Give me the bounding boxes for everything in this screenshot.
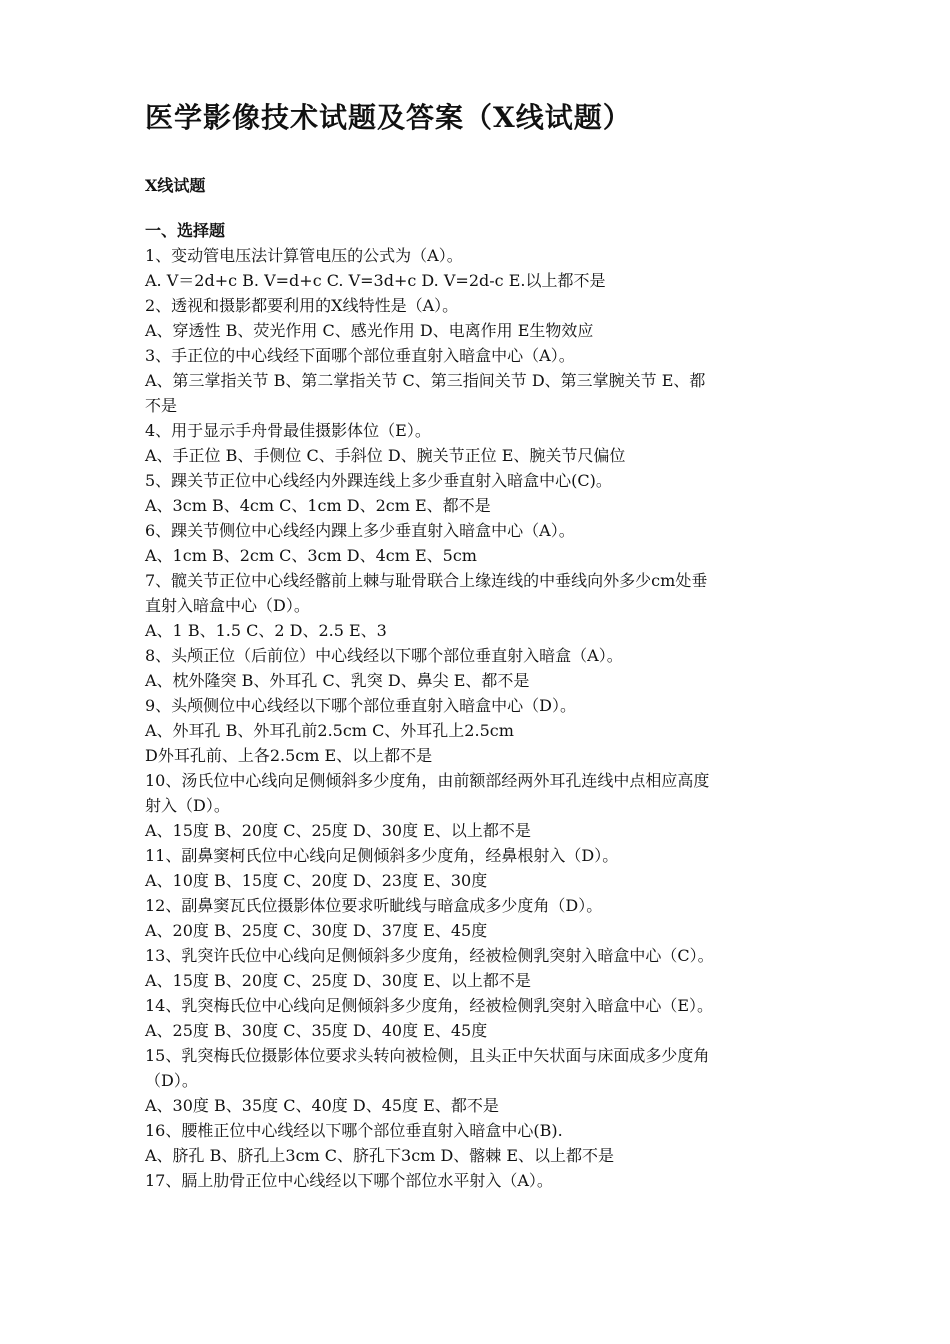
text-line: A、3cm B、4cm C、1cm D、2cm E、都不是 xyxy=(145,496,491,515)
text-line: 17、膈上肋骨正位中心线经以下哪个部位水平射入（A）。 xyxy=(145,1171,553,1190)
document-title: 医学影像技术试题及答案（X线试题） xyxy=(145,101,632,134)
text-line: 11、副鼻窦柯氏位中心线向足侧倾斜多少度角，经鼻根射入（D）。 xyxy=(145,846,619,865)
text-line: A、枕外隆突 B、外耳孔 C、乳突 D、鼻尖 E、都不是 xyxy=(145,671,530,690)
text-line: 9、头颅侧位中心线经以下哪个部位垂直射入暗盒中心（D）。 xyxy=(145,696,577,715)
section-subtitle: X线试题 xyxy=(145,176,206,195)
text-line: A、15度 B、20度 C、25度 D、30度 E、以上都不是 xyxy=(145,971,531,990)
text-line: 10、汤氏位中心线向足侧倾斜多少度角，由前额部经两外耳孔连线中点相应高度 xyxy=(145,771,710,790)
text-line: A、1 B、1.5 C、2 D、2.5 E、3 xyxy=(145,621,387,640)
text-line: 5、踝关节正位中心线经内外踝连线上多少垂直射入暗盒中心(C)。 xyxy=(145,471,612,490)
text-line: 7、髋关节正位中心线经髂前上棘与耻骨联合上缘连线的中垂线向外多少cm处垂 xyxy=(145,571,708,590)
text-line: 16、腰椎正位中心线经以下哪个部位垂直射入暗盒中心(B). xyxy=(145,1121,563,1140)
text-line: 13、乳突许氏位中心线向足侧倾斜多少度角，经被检侧乳突射入暗盒中心（C）。 xyxy=(145,946,714,965)
text-line: 直射入暗盒中心（D）。 xyxy=(145,596,310,615)
text-line: 4、用于显示手舟骨最佳摄影体位（E）。 xyxy=(145,421,431,440)
text-line: 不是 xyxy=(145,396,178,415)
text-line: 15、乳突梅氏位摄影体位要求头转向被检侧，且头正中矢状面与床面成多少度角 xyxy=(145,1046,710,1065)
text-line: 14、乳突梅氏位中心线向足侧倾斜多少度角，经被检侧乳突射入暗盒中心（E）。 xyxy=(145,996,714,1015)
text-line: A、20度 B、25度 C、30度 D、37度 E、45度 xyxy=(145,921,488,940)
text-line: A、脐孔 B、脐孔上3cm C、脐孔下3cm D、髂棘 E、以上都不是 xyxy=(145,1146,615,1165)
text-line: 6、踝关节侧位中心线经内踝上多少垂直射入暗盒中心（A）。 xyxy=(145,521,575,540)
text-line: A. V＝2d+c B. V=d+c C. V=3d+c D. V=2d-c E.以上都不是 xyxy=(145,271,606,290)
text-line: 8、头颅正位（后前位）中心线经以下哪个部位垂直射入暗盒（A）。 xyxy=(145,646,623,665)
text-line: （D）。 xyxy=(145,1071,198,1090)
text-line: A、30度 B、35度 C、40度 D、45度 E、都不是 xyxy=(145,1096,499,1115)
text-line: A、1cm B、2cm C、3cm D、4cm E、5cm xyxy=(145,546,477,565)
text-line: 3、手正位的中心线经下面哪个部位垂直射入暗盒中心（A）。 xyxy=(145,346,575,365)
text-line: 12、副鼻窦瓦氏位摄影体位要求听眦线与暗盒成多少度角（D）。 xyxy=(145,896,603,915)
text-line: A、15度 B、20度 C、25度 D、30度 E、以上都不是 xyxy=(145,821,531,840)
text-line: 2、透视和摄影都要利用的X线特性是（A）。 xyxy=(145,296,459,315)
text-line: A、穿透性 B、荧光作用 C、感光作用 D、电离作用 E生物效应 xyxy=(145,321,594,340)
text-line: D外耳孔前、上各2.5cm E、以上都不是 xyxy=(145,746,433,765)
text-line: A、第三掌指关节 B、第二掌指关节 C、第三指间关节 D、第三掌腕关节 E、都 xyxy=(145,371,706,390)
text-line: A、外耳孔 B、外耳孔前2.5cm C、外耳孔上2.5cm xyxy=(145,721,514,740)
text-line: A、25度 B、30度 C、35度 D、40度 E、45度 xyxy=(145,1021,488,1040)
text-line: 1、变动管电压法计算管电压的公式为（A）。 xyxy=(145,246,463,265)
section-heading: 一、选择题 xyxy=(145,221,226,240)
text-line: A、10度 B、15度 C、20度 D、23度 E、30度 xyxy=(145,871,488,890)
question-list xyxy=(145,218,815,1193)
text-line: 射入（D）。 xyxy=(145,796,230,815)
text-line: A、手正位 B、手侧位 C、手斜位 D、腕关节正位 E、腕关节尺偏位 xyxy=(145,446,626,465)
